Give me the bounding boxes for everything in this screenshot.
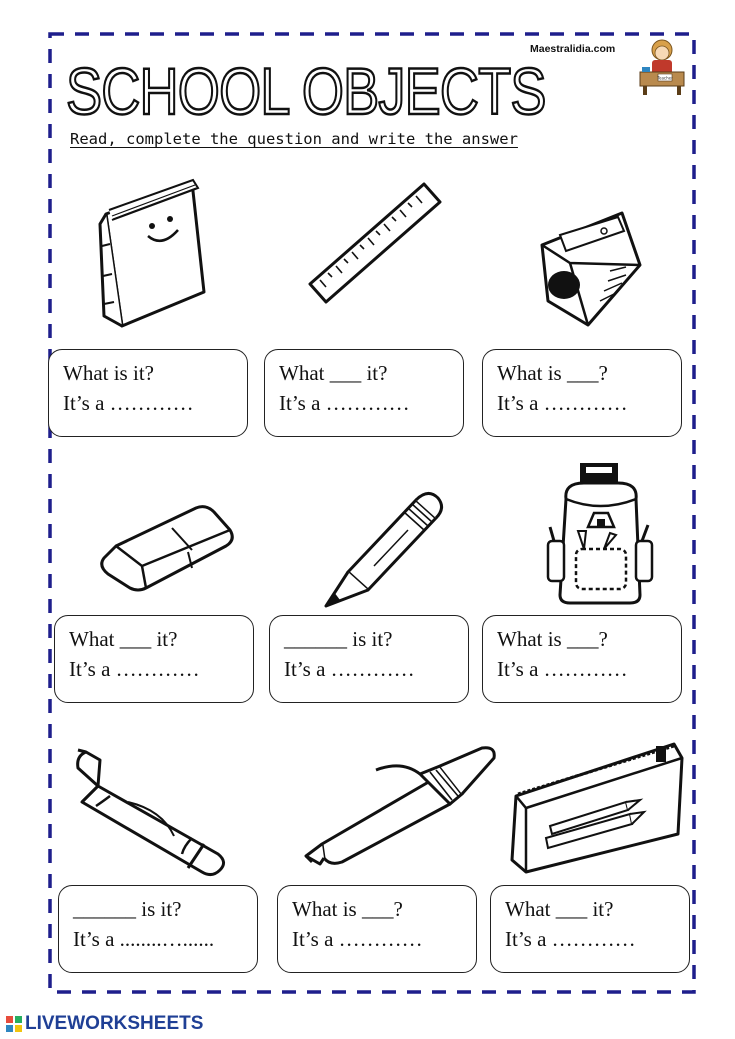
answer-text[interactable]: It’s a ………… bbox=[279, 391, 410, 415]
question-text[interactable]: What is ___? bbox=[292, 897, 403, 921]
question-text[interactable]: What is ___? bbox=[497, 361, 608, 385]
answer-text[interactable]: It’s a ………… bbox=[505, 927, 636, 951]
crayon-icon bbox=[72, 740, 234, 878]
answer-text[interactable]: It’s a ………… bbox=[497, 657, 628, 681]
teacher-sign-text: Teacher bbox=[657, 75, 673, 81]
exercise-box bbox=[277, 885, 477, 973]
question-text[interactable]: ______ is it? bbox=[73, 897, 182, 921]
site-name: Maestralidia.com bbox=[530, 43, 616, 55]
answer-text[interactable]: It’s a ........…...... bbox=[73, 927, 215, 951]
ruler-icon bbox=[306, 180, 444, 308]
exercise-box bbox=[264, 349, 464, 437]
question-text[interactable]: What ___ it? bbox=[69, 627, 178, 651]
answer-text[interactable]: It’s a ………… bbox=[292, 927, 423, 951]
exercise-box bbox=[48, 349, 248, 437]
exercise-box bbox=[58, 885, 258, 973]
exercise-box bbox=[54, 615, 254, 703]
pencil-case-icon bbox=[506, 738, 684, 874]
eraser-icon bbox=[96, 500, 240, 592]
question-text[interactable]: What ___ it? bbox=[279, 361, 388, 385]
exercise-box bbox=[490, 885, 690, 973]
liveworksheets-logo-icon bbox=[6, 1016, 22, 1032]
page-title: SCHOOL OBJECTS bbox=[66, 54, 546, 128]
exercise-box bbox=[482, 349, 682, 437]
exercise-box bbox=[269, 615, 469, 703]
answer-text[interactable]: It’s a ………… bbox=[284, 657, 415, 681]
footer-brand-text: LIVEWORKSHEETS bbox=[25, 1013, 204, 1034]
answer-text[interactable]: It’s a ………… bbox=[63, 391, 194, 415]
exercise-box bbox=[482, 615, 682, 703]
question-text: What is it? bbox=[63, 361, 154, 385]
book-icon bbox=[94, 176, 216, 328]
question-text[interactable]: What ___ it? bbox=[505, 897, 614, 921]
instructions: Read, complete the question and write the answer bbox=[70, 130, 518, 148]
answer-text[interactable]: It’s a ………… bbox=[69, 657, 200, 681]
pen-icon bbox=[302, 744, 498, 866]
sharpener-icon bbox=[530, 205, 646, 331]
teacher-logo-icon bbox=[636, 36, 688, 96]
question-text[interactable]: What is ___? bbox=[497, 627, 608, 651]
answer-text[interactable]: It’s a ………… bbox=[497, 391, 628, 415]
question-text[interactable]: ______ is it? bbox=[284, 627, 393, 651]
footer-brand[interactable] bbox=[6, 1013, 203, 1035]
pencil-icon bbox=[318, 486, 448, 610]
backpack-icon bbox=[544, 457, 656, 607]
